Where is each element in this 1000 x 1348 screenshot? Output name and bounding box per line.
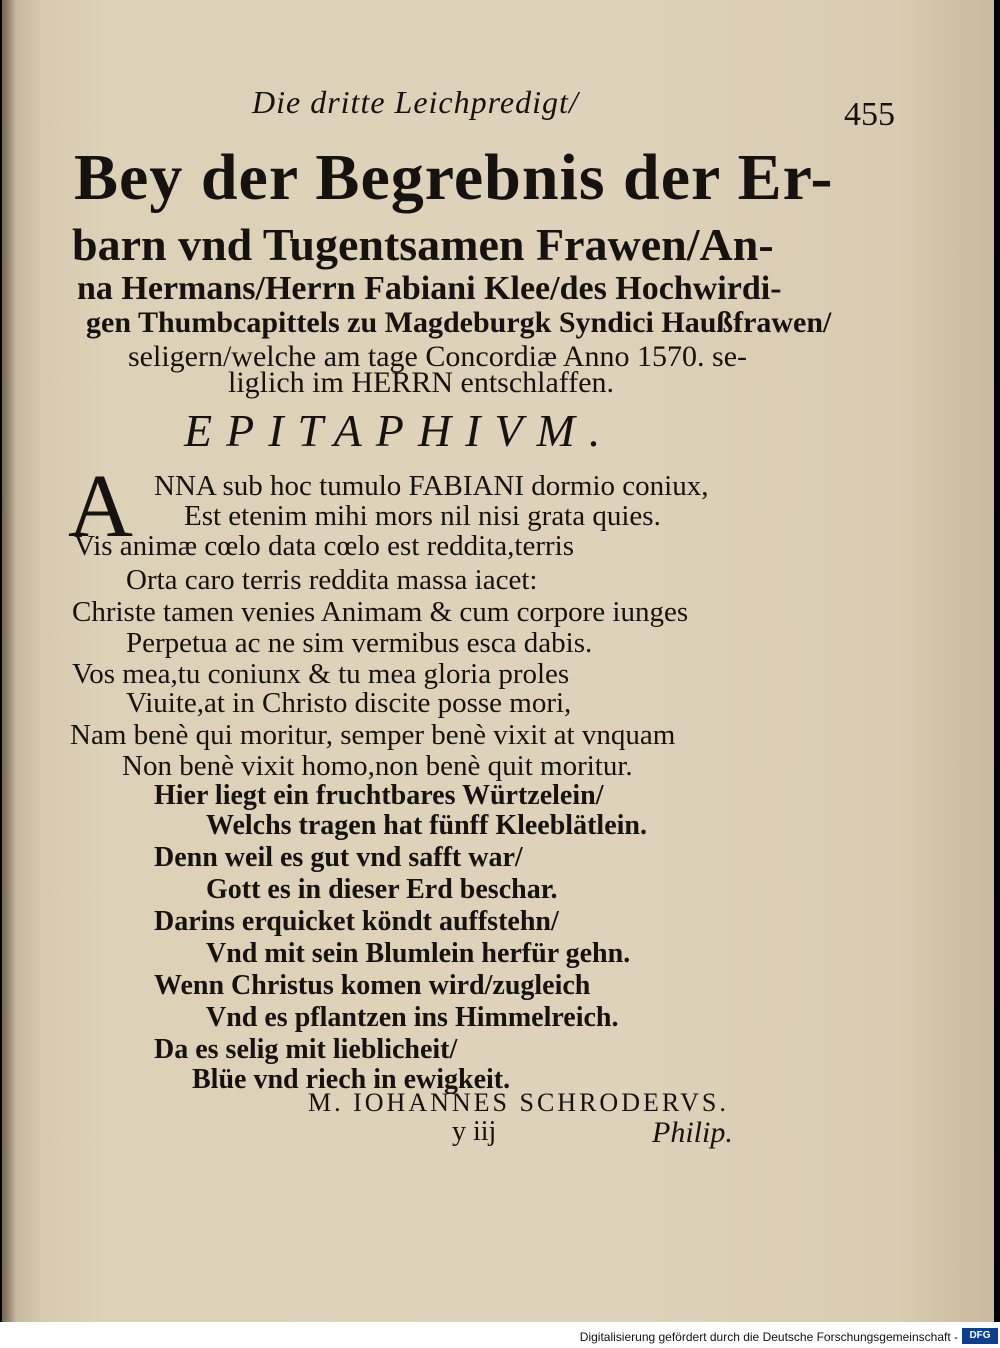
- latin-verse: Viuite,at in Christo discite posse mori,: [126, 687, 572, 719]
- drop-cap: A: [68, 457, 133, 556]
- title-line-6: liglich im HERRN entschlaffen.: [228, 366, 615, 399]
- page-number: 455: [844, 96, 895, 133]
- german-verse: Vnd es pflantzen ins Himmelreich.: [206, 1002, 619, 1033]
- dfg-logo: DFG: [962, 1328, 998, 1344]
- latin-verse: Perpetua ac ne sim vermibus esca dabis.: [126, 627, 593, 659]
- latin-verse: NNA sub hoc tumulo FABIANI dormio coniux,: [154, 470, 709, 502]
- german-verse: Blüe vnd riech in ewigkeit.: [192, 1064, 511, 1095]
- latin-verse: Nam benè qui moritur, semper benè vixit at vnquam: [70, 719, 676, 751]
- author-name: M. IOHANNES SCHRODERVS.: [308, 1088, 729, 1117]
- document-page: [2, 0, 994, 1322]
- german-verse: Hier liegt ein fruchtbares Würtzelein/: [154, 780, 604, 811]
- latin-verse: Est etenim mihi mors nil nisi grata quies.: [184, 500, 661, 532]
- latin-verse: Christe tamen venies Animam & cum corpore iunges: [72, 596, 689, 628]
- latin-verse: Non benè vixit homo,non benè quit moritur.: [122, 750, 633, 782]
- german-verse: Welchs tragen hat fünff Kleeblätlein.: [206, 810, 647, 841]
- title-line-4: gen Thumbcapittels zu Magdeburgk Syndici Haußfrawen/: [86, 306, 832, 339]
- title-line-3: na Hermans/Herrn Fabiani Klee/des Hochwirdi-: [77, 270, 782, 307]
- german-verse: Vnd mit sein Blumlein herfür gehn.: [206, 938, 631, 969]
- catchword: Philip.: [652, 1116, 733, 1149]
- epitaph-heading: EPITAPHIVM.: [184, 405, 615, 456]
- german-verse: Denn weil es gut vnd safft war/: [154, 842, 523, 873]
- german-verse: Wenn Christus komen wird/zugleich: [154, 970, 591, 1001]
- signature-mark: y iij: [452, 1116, 497, 1147]
- funding-credit: Digitalisierung gefördert durch die Deutsche Forschungsgemeinschaft -: [579, 1330, 958, 1344]
- german-verse: Darins erquicket köndt auffstehn/: [154, 906, 559, 937]
- running-header: Die dritte Leichpredigt/: [252, 84, 579, 120]
- title-line-5: seligern/welche am tage Concordiæ Anno 1570. se-: [128, 340, 748, 373]
- title-line-2: barn vnd Tugentsamen Frawen/An-: [72, 219, 774, 270]
- german-verse: Gott es in dieser Erd beschar.: [206, 874, 558, 905]
- latin-verse: Vis animæ cœlo data cœlo est reddita,terris: [74, 530, 574, 562]
- latin-verse: Vos mea,tu coniunx & tu mea gloria proles: [72, 658, 570, 690]
- german-verse: Da es selig mit lieblicheit/: [154, 1034, 458, 1065]
- title-line-1: Bey der Begrebnis der Er-: [74, 141, 834, 214]
- latin-verse: Orta caro terris reddita massa iacet:: [126, 564, 538, 596]
